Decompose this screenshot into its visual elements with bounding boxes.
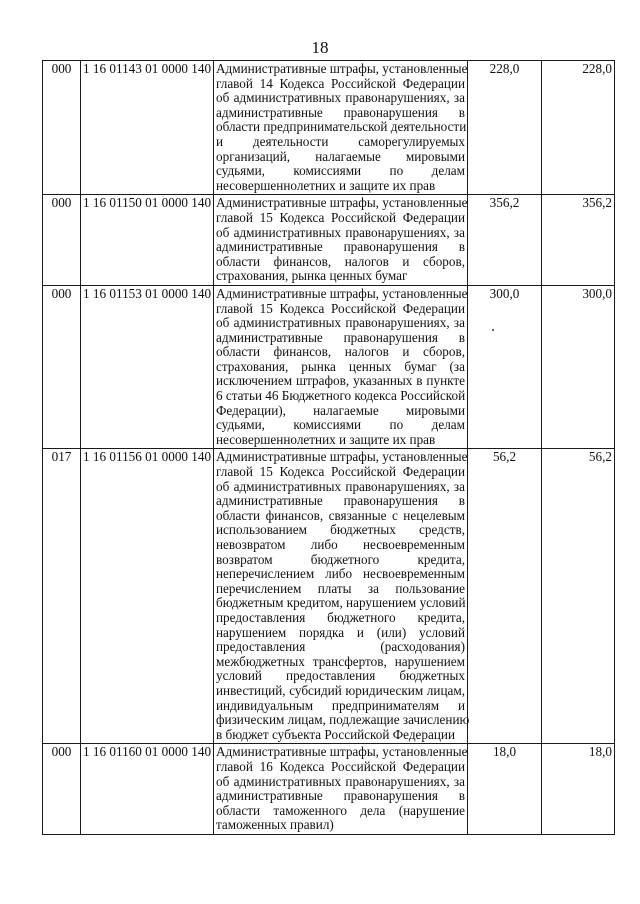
text-line: Административные штрафы, установленные: [216, 61, 468, 76]
table-row: [43, 285, 615, 449]
text-line: области таможенного дела (нарушение: [216, 802, 465, 818]
revenue-name-cell: [214, 285, 468, 449]
text-line: инвестиций, субсидий юридическим лицам,: [216, 682, 465, 698]
text-line: предоставления (расходования): [216, 639, 465, 655]
amount-second-cell: 18,0: [542, 744, 615, 835]
kbk-code-cell: 1 16 01160 01 0000 140: [81, 744, 214, 835]
text-line: административные правонарушения в: [216, 104, 465, 120]
text-line: страхования, рынка ценных бумаг: [216, 268, 408, 284]
text-line: судьями, комиссиями по делам: [216, 417, 465, 433]
text-line: предоставления бюджетного кредита,: [216, 609, 465, 625]
text-line: исключением штрафов, указанных в пункте: [216, 373, 465, 389]
text-line: условий предоставления бюджетных: [216, 668, 465, 684]
amount-second-cell: 300,0: [542, 285, 615, 449]
text-line: административные правонарушения в: [216, 493, 465, 509]
text-line: организаций, налагаемые мировыми: [216, 148, 465, 164]
text-line: в бюджет субъекта Российской Федерации: [216, 726, 456, 742]
kbk-code-cell: 1 16 01143 01 0000 140: [81, 61, 214, 195]
amount-second-cell: 56,2: [542, 449, 615, 744]
text-line: области финансов, связанные с нецелевым: [216, 507, 465, 523]
kbk-code-cell: 1 16 01150 01 0000 140: [81, 195, 214, 286]
amount-first-cell: 356,2: [468, 195, 542, 286]
revenue-name-cell: [214, 744, 468, 835]
revenue-name-cell: [214, 449, 468, 744]
text-line: Административные штрафы, установленные: [216, 195, 468, 211]
text-line: административные правонарушения в: [216, 329, 465, 345]
text-line: 6 статьи 46 Бюджетного кодекса Российской: [216, 388, 466, 404]
text-line: Федерации), налагаемые мировыми: [216, 402, 465, 418]
admin-code-cell: 017: [43, 449, 81, 744]
amount-second-cell: 356,2: [542, 195, 615, 286]
text-line: Административные штрафы, установленные: [216, 285, 468, 301]
text-line: Административные штрафы, установленные: [216, 744, 468, 760]
kbk-code-cell: 1 16 01153 01 0000 140: [81, 285, 214, 449]
text-line: главой 14 Кодекса Российской Федерации: [216, 75, 465, 91]
kbk-code-cell: 1 16 01156 01 0000 140: [81, 449, 214, 744]
budget-revenue-table: [42, 60, 615, 835]
page-number: 18: [311, 38, 329, 57]
amount-first-cell: 56,2: [468, 449, 542, 744]
text-line: использованием бюджетных средств,: [216, 522, 465, 538]
text-line: невозвратом либо несвоевременным: [216, 537, 465, 552]
text-line: нарушением порядка и (или) условий: [216, 624, 465, 640]
revenue-name-cell: [214, 195, 468, 286]
amount-first-cell: 228,0: [468, 61, 542, 195]
text-line: административные правонарушения в: [216, 788, 465, 804]
text-line: главой 15 Кодекса Российской Федерации: [216, 209, 465, 225]
text-line: и деятельности саморегулируемых: [216, 133, 465, 149]
text-line: перечислением платы за пользование: [216, 580, 465, 596]
text-line: об административных правонарушениях, за: [216, 224, 465, 240]
text-line: бюджетным кредитом, нарушением условий: [216, 595, 466, 611]
amount-second-cell: 228,0: [542, 61, 615, 195]
text-line: об административных правонарушениях, за: [216, 773, 465, 789]
admin-code-cell: 000: [43, 61, 81, 195]
text-line: области предпринимательской деятельности: [216, 119, 467, 135]
text-line: области финансов, налогов и сборов,: [216, 344, 465, 360]
text-line: Административные штрафы, установленные: [216, 449, 468, 465]
text-line: судьями, комиссиями по делам: [216, 163, 465, 179]
table-row: [43, 195, 615, 286]
text-line: области финансов, налогов и сборов,: [216, 253, 465, 269]
text-line: межбюджетных трансфертов, нарушением: [216, 653, 465, 669]
table-row: [43, 449, 615, 744]
text-line: главой 15 Кодекса Российской Федерации: [216, 300, 465, 316]
text-line: об административных правонарушениях, за: [216, 478, 465, 494]
text-line: неперечислением либо несвоевременным: [216, 566, 465, 582]
text-line: главой 16 Кодекса Российской Федерации: [216, 758, 465, 774]
scan-dot: [492, 329, 494, 331]
admin-code-cell: 000: [43, 195, 81, 286]
text-line: об административных правонарушениях, за: [216, 90, 465, 106]
admin-code-cell: 000: [43, 285, 81, 449]
table-row: [43, 744, 615, 835]
text-line: административные правонарушения в: [216, 239, 465, 255]
text-line: главой 15 Кодекса Российской Федерации: [216, 464, 465, 480]
amount-first-cell: 18,0: [468, 744, 542, 835]
amount-first-cell: 300,0: [468, 285, 542, 449]
text-line: несовершеннолетних и защите их прав: [216, 177, 436, 193]
text-line: индивидуальным предпринимателям и: [216, 697, 465, 713]
text-line: возвратом бюджетного кредита,: [216, 551, 465, 567]
text-line: страхования, рынка ценных бумаг (за: [216, 358, 465, 374]
revenue-name-cell: [214, 61, 468, 195]
table-row: [43, 61, 615, 195]
text-line: несовершеннолетних и защите их прав: [216, 431, 436, 447]
text-line: физическим лицам, подлежащие зачислению: [216, 712, 470, 728]
admin-code-cell: 000: [43, 744, 81, 835]
text-line: об административных правонарушениях, за: [216, 315, 465, 331]
text-line: таможенных правил): [216, 817, 334, 833]
